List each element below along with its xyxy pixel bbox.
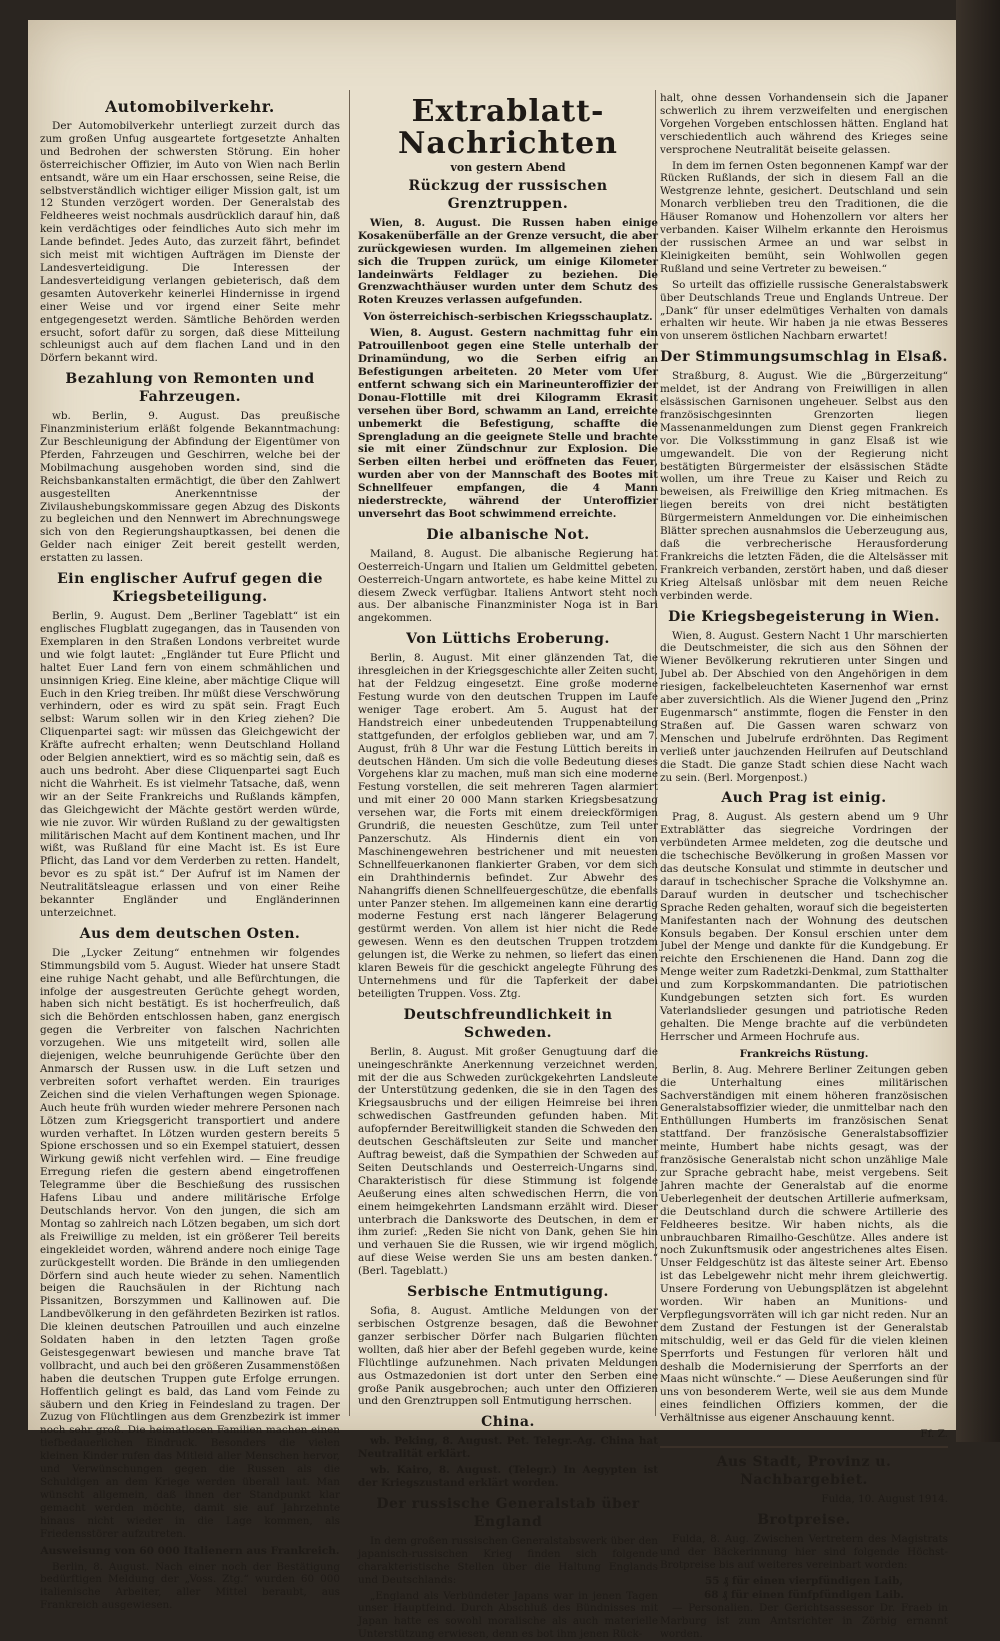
headline-aufruf: Ein englischer Aufruf gegen die Kriegsbeteiligung. (57, 571, 323, 606)
article-generalstab-continued-2: In dem im fernen Osten begonnenen Kampf war der Rücken Rußlands, der sich in diesem Fall an die Westgrenze lehnte, gesichert. Deutschland und sein Monarch verblieben treu den Traditionen, die die Häuser Romanow und Hohenzollern vor alters her verbanden. Kaiser Wilhelm erkannte den Heroismus der russischen Armee an und war selbst in Kleinigkeiten bemüht, sein Wohlwollen gegen Rußland und seine Vertreter zu beweisen.“ (660, 159, 948, 275)
article-frankreich: Berlin, 8. Aug. Mehrere Berliner Zeitungen geben die Unterhaltung eines militärischen Sachverständigen mit einem höheren französischen Generalstabsoffizier wieder, die unmittelbar nach den Enthüllungen Humberts im französischen Senat stattfand. Der französische Generalstabsoffizier meinte, Humbert habe nichts gesagt, was der französische Generalstab nicht schon unzählige Male zur Sprache gebracht habe, meist vergebens. Seit Jahren machte der Generalstab auf die enorme Ueberlegenheit der deutschen Artillerie aufmerksam, die Deutschland durch die schwere Artillerie des Feldheeres besitze. Wir haben nichts, als die unbrauchbaren Rimailho-Geschütze. Alles andere ist noch Zukunftsmusik oder angestrichenes altes Eisen. Unser Feldgeschütz ist das älteste seiner Art. Ebenso ist das Lebelgewehr nicht mehr ihrem gleichwertig. Unsere Forderung von Uebungsplätzen ist abgelehnt worden. Wir haben an Munitions- und Verpflegungsvorräten will ich gar nicht reden. Nur an dem Zustand der Festungen ist der Generalstab mitschuldig, weil er das Geld für die vielen kleinen Sperrforts und Festungen für verloren hält und deshalb die Modernisierung der Sperrforts an der Maas nicht wünschte.“ — Diese Aeußerungen sind für uns von besonderem Werte, weil sie aus dem Munde eines feindlichen Offiziers kommen, der die Verhältnisse aus eigener Anschauung kennt. (660, 1063, 948, 1425)
masthead-title: Extrablatt-Nachrichten (398, 94, 618, 161)
article-automobilverkehr: Der Automobilverkehr unterliegt zurzeit durch das zum großen Unfug ausgeartete fortgesetzte Anhalten und Bedrohen der schwersten Störung. Ein hoher österreichischer Offizier, im Auto von Wien nach Berlin entsandt, wäre um ein Haar erschossen, seine Reise, die selbstverständlich wichtiger eiliger Mission galt, ist um 12 Stunden verzögert worden. Der Generalstab des Feldheeres weist nochmals ausdrücklich darauf hin, daß kein verdächtiges oder feindliches Auto sich mehr im Lande befindet. Jedes Auto, das zurzeit fährt, befindet sich meist mit wichtigen Aufträgen im Dienste der Landesverteidigung. Die Interessen der Landesverteidigung verlangen gebieterisch, daß dem gesamten Autoverkehr keinerlei Hindernisse in irgend einer Weise und vor irgend einer Seite mehr entgegengesetzt werden. Sämtliche Behörden werden ersucht, sofort dafür zu sorgen, daß diese Mitteilung schleunigst auch auf dem flachen Land und in den Dörfern bekannt wird. (40, 120, 340, 365)
article-remonten: wb. Berlin, 9. August. Das preußische Finanzministerium erläßt folgende Bekanntmachung: Zur Beschleunigung der Abfindung der Eigentümer von Pferden, Fahrzeugen und Geschirren, welche bei der Mobilmachung ausgehoben worden sind, sind die Reichsbankanstalten ermächtigt, die über den Zahlwert ausgestellten Anerkenntnisse der Zivilaushebungskommissare gegen Abzug des Diskonts zu begleichen und den Nennwert im Abrechnungswege sich von den Regierungshauptkassen, bei denen die Gelder nach einiger Zeit bereit gestellt werden, erstatten zu lassen. (40, 410, 340, 565)
headline-brotpreise: Brotpreise. (757, 1511, 851, 1528)
article-china: wb. Peking, 8. August. Pet. Telegr.-Ag. China hat Neutralität erklärt. (358, 1435, 658, 1461)
headline-automobilverkehr: Automobilverkehr. (105, 97, 275, 116)
newspaper-page (28, 20, 956, 1641)
binding-edge (956, 0, 1000, 1442)
article-ausweisung: Berlin, 8. August. Nach einer noch der Bestätigung bedürftigen Meldung der „Voss. Ztg.“ wurden 60 000 italienische Arbeiter, aller Mittel beraubt, aus Frankreich ausgewiesen. (40, 1560, 340, 1612)
article-generalstab-quote: „England als Verbündeter Japans war in jenen Tagen unser Hauptfeind. Durch Abschluß des Bündnisses mit Japan hatte es sowohl moralische als auch materielle Unterstützung erwiesen, denn es bot ihm jenen Rück- (358, 1589, 658, 1641)
headline-generalstab: Der russische Generalstab über England (376, 1495, 640, 1530)
article-wien: Wien, 8. August. Gestern Nacht 1 Uhr marschierten die Deutschmeister, die sich aus den Söhnen der Wiener Bevölkerung rekrutieren unter Singen und Jubel ab. Der Abschied von den Angehörigen in dem riesigen, fackelbeleuchteten Kasernenhof war ernst aber zuversichtlich. Als die Wiener Jugend den „Prinz Eugenmarsch“ anstimmte, flogen die Fenster in den Straßen auf. Die Gassen waren schwarz von Menschen und Jubelrufe erdröhnten. Das Regiment verließ unter jauchzenden Heilrufen auf Deutschland die Stadt. Die ganze Stadt schien diese Nacht wach zu sein. (Berl. Morgenpost.) (660, 629, 948, 784)
headline-wien: Die Kriegsbegeisterung in Wien. (668, 608, 940, 625)
article-albanien: Mailand, 8. August. Die albanische Regierung hat Oesterreich-Ungarn und Italien um Geldmittel gebeten. Oesterreich-Ungarn antwortete, es habe keine Mittel zu diesem Zweck verfügbar. Italiens Antwort steht noch aus. Der albanische Finanzminister Noga ist in Bari angekommen. (358, 547, 658, 625)
headline-remonten: Bezahlung von Remonten und Fahrzeugen. (65, 371, 315, 406)
article-serbien: Sofia, 8. August. Amtliche Meldungen von der serbischen Ostgrenze besagen, daß die Bewohner ganzer serbischer Dörfer nach Bulgarien flüchten wollten, daß hier aber der Befehl gegeben wurde, keine Flüchtlinge aufzunehmen. Nach privaten Meldungen aus Ostmazedonien ist dort unter den Serben eine große Panik ausgebrochen; auch unter den Offizieren und den Grenztruppen soll Entmutigung herrschen. (358, 1305, 658, 1408)
article-schweden: Berlin, 8. August. Mit großer Genugtuung darf die uneingeschränkte Anerkennung verzeichnet werden, mit der die aus Schweden zurückgekehrten Landsleute der Unterstützung gedenken, die sie in den Tagen des Kriegsausbruchs und der eiligen Heimreise bei ihren schwedischen Gastfreunden gefunden haben. Mit aufopfernder Bereitwilligkeit standen die Schweden den deutschen Geschäftsleuten zur Seite und mancher Auftrag beweist, daß die Sympathien der Schweden auf Seiten Deutschlands und Oesterreich-Ungarns sind. Charakteristisch für diese Stimmung ist folgende Aeußerung eines alten schwedischen Herrn, die von einem heimgekehrten Landsmann erzählt wird. Dieser unterbrach die Danksworte des Deutschen, in dem er ihm zurief: „Reden Sie nicht von Dank, gehen Sie hin und verhauen Sie die Russen, wie wir irgend möglich, auf diese Weise werden Sie uns am besten danken.“ (Berl. Tageblatt.) (358, 1045, 658, 1278)
headline-china: China. (481, 1414, 535, 1431)
headline-stadt-provinz: Aus Stadt, Provinz u. Nachbargebiet. (716, 1454, 892, 1488)
article-rueckzug: Wien, 8. August. Die Russen haben einige Kosakenüberfälle an der Grenze versucht, die aber zurückgewiesen wurden. Im allgemeinen ziehen sich die Truppen zurück, um einige Kilometer landeinwärts Feldlager zu beziehen. Die Grenzwachthäuser wurden unter dem Schutz des Roten Kreuzes verlassen aufgefunden. (358, 216, 658, 307)
headline-prag: Auch Prag ist einig. (721, 790, 887, 807)
article-prag: Prag, 8. August. Als gestern abend um 9 Uhr Extrablätter das siegreiche Vordringen der verbündeten Armee meldeten, zog die deutsche und die tschechische Bevölkerung in großen Massen vor das deutsche Konsulat und stimmte in deutscher und darauf in tschechischer Sprache die Volkshymne an. Darauf wurden in deutscher und tschechischer Sprache Reden gehalten, worauf sich die begeisterten Manifestanten nach der Wohnung des deutschen Konsuls begaben. Der Konsul erschien unter dem Jubel der Menge und dankte für die Kundgebung. Er reichte den Erschienenen die Hand. Dann zog die Menge weiter zum Radetzki-Denkmal, zum Statthalter und zum Korpskommandanten. Die patriotischen Kundgebungen setzten sich fort. Es wurden Vaterlandslieder gesungen und patriotische Reden gehalten. Die Menge brachte auf die verbündeten Herrscher und Armeen Hochrufe aus. (660, 811, 948, 1043)
column-left (40, 92, 340, 1612)
masthead-subtitle: von gestern Abend (450, 161, 566, 174)
article-generalstab-continued: halt, ohne dessen Vorhandensein sich die Japaner schwerlich zu ihrem verzweifelten und energischen Vorgehen Vorgeben entschlossen hätten. England hat verschiedentlich auch während des Krieges seine versprochene Neutralität beiseite gelassen. (660, 92, 948, 156)
headline-osten: Aus dem deutschen Osten. (79, 925, 301, 942)
article-personalien: — Personalien. Der Gerichtsassessor Dr. Fraeb in Marburg ist zum Amtsrichter in Zörbig ernannt worden. (660, 1602, 948, 1641)
article-kairo: wb. Kairo, 8. August. (Telegr.) In Aegypten ist der Kriegszustand erklärt worden. (358, 1464, 658, 1490)
headline-frankreich: Frankreichs Rüstung. (739, 1047, 869, 1060)
article-frankreich-source: Ff. Z. (920, 1428, 948, 1441)
headline-serbien: Serbische Entmutigung. (407, 1284, 609, 1301)
article-kriegsschauplatz: Wien, 8. August. Gestern nachmittag fuhr ein Patrouillenboot gegen eine Stelle unterhalb der Drinamündung, wo die Serben eifrig an Befestigungen arbeiteten. 20 Meter vom Ufer entfernt schwang sich ein Marineunteroffizier der Donau-Flottille mit drei Kilogramm Ekrasit versehen über Bord, schwamm an Land, erreichte unbemerkt die Befestigung, schaffte die Sprengladung an die geeignete Stelle und brachte sie mit einer Zündschnur zur Explosion. Die Serben eilten herbei und eröffneten das Feuer, wurden aber von der Mannschaft des Bootes mit Schnellfeuer empfangen, die 4 Mann niederstreckte, während der Unteroffizier unversehrt das Boot schwimmend erreichte. (358, 327, 658, 520)
headline-kriegsschauplatz: Von österreichisch-serbischen Kriegsschauplatz. (363, 311, 653, 324)
column-middle (358, 92, 658, 1641)
headline-ausweisung: Ausweisung von 60 000 Italienern aus Frankreich. (40, 1544, 340, 1557)
headline-luettich: Von Lüttichs Eroberung. (406, 631, 610, 648)
headline-elsass: Der Stimmungsumschlag in Elsaß. (660, 349, 948, 366)
article-generalstab-continued-3: So urteilt das offizielle russische Generalstabswerk über Deutschlands Treue und Englands Untreue. Der „Dank“ für unser edelmütiges Verhalten von damals erhalten wir heute. Wir haben ja nie etwas Besseres von unserem östlichen Nachbarn erwartet! (660, 278, 948, 343)
brotpreis-vierpfund: 55 ₰ für einen vierpfündigen Laib, (705, 1574, 903, 1587)
brotpreis-fuenfpfund: 68 ₰ für einen fünfpfündigen Laib. (704, 1588, 904, 1601)
column-divider (349, 90, 350, 1416)
local-dateline: Fulda, 10. August 1914. (821, 1493, 948, 1505)
article-elsass: Straßburg, 8. August. Wie die „Bürgerzeitung“ meldet, ist der Andrang von Freiwilligen in allen elsässischen Garnisonen ungeheuer. Selbst aus den französischgesinnten Grenzorten liegen Massenanmeldungen zum Dienst gegen Frankreich vor. Die Volksstimmung in ganz Elsaß ist wie umgewandelt. Die von der Regierung nicht bestätigten Bürgermeister der elsässischen Städte wollen, um ihre Treue zu Kaiser und Reich zu beweisen, als Freiwillige den Krieg mitmachen. Es liegen bereits von drei nicht bestätigten Bürgermeistern Anmeldungen vor. Die einheimischen Blätter sprechen ausnahmslos die Ueberzeugung aus, daß die verbrecherische Herausforderung Frankreichs die letzten Fäden, die die Altelsässer mit Frankreich verbanden, zerstört haben, und daß dieser Krieg Altelsaß unlösbar mit dem neuen Reiche verbinden werde. (660, 370, 948, 602)
headline-albanien: Die albanische Not. (426, 526, 590, 543)
column-right (660, 92, 948, 1641)
article-generalstab: In dem großen russischen Generalstabswerk über den japanisch-russischen Krieg finden sich folgende charakteristische Stellen über die Haltung Englands und Deutschlands: (358, 1534, 658, 1586)
article-osten: Die „Lycker Zeitung“ entnehmen wir folgendes Stimmungsbild vom 5. August. Wieder hat unsere Stadt eine ruhige Nacht gehabt, und alle Befürchtungen, die infolge der ausgestreuten Gerüchte gehegt worden, haben sich nicht bestätigt. Es ist hocherfreulich, daß sich die Behörden entschlossen haben, ganz energisch gegen die Verbreiter von falschen Nachrichten vorzugehen. Wie uns mitgeteilt wird, sollen alle diejenigen, welche beunruhigende Gerüchte über den Anmarsch der Russen usw. in die Luft setzen und verbreiten sofort verhaftet werden. Ein trauriges Zeichen sind die vielen Verhaftungen wegen Spionage. Auch heute früh wurden wieder mehrere Personen nach Lötzen zum Kriegsgericht transportiert und andere wurden verhaftet. In Lötzen wurden gestern bereits 5 Spione erschossen und so ein Exempel statuiert, dessen Wirkung gewiß nicht verfehlen wird. — Eine freudige Erregung riefen die gestern abend eingetroffenen Telegramme über die Beschießung des russischen Hafens Libau und andere militärische Erfolge Deutschlands hervor. Von den jungen, die sich am Montag so zahlreich nach Lötzen begaben, um sich dort als Freiwillige zu melden, ist ein größerer Teil bereits eingekleidet worden, während andere noch einige Tage zurückgestellt worden. Die Brände in den umliegenden Dörfern sind auch heute wieder zu sehen. Namentlich beigen die Rauchsäulen in der Richtung nach Pissanitzen, Borszymmen und Kallinowen auf. Die Landbevölkerung in den gefährdeten Bezirken ist ratlos. Die kleinen deutschen Patrouillen und auch einzelne Soldaten haben in den letzten Tagen große Geistesgegenwart bewiesen und manche brave Tat vollbracht, und auch bei den größeren Zusammenstößen haben die deutschen Truppen gute Erfolge errungen. Hoffentlich gelingt es bald, das Land vom Feinde zu säubern und den Krieg in Feindesland zu tragen. Der Zuzug von Flüchtlingen aus dem Grenzbezirk ist immer noch sehr groß. Die heimatlosen Familien machen einen tiefbedauerlichen Eindruck. Besonders die vielen kleinen Kinder rufen das Mitleid aller Menschen hervor, und Verwünschungen gegen die Russen als die Schuldigen an dem Kriege werden überall laut. Man wünscht allgemein, daß ihnen der Standpunkt klar gemacht werden möchte, damit sie auf Jahrzehnte hinaus nicht wieder in die Lage kommen, als Friedensstörer aufzutreten. (40, 946, 340, 1540)
article-luettich: Berlin, 8. August. Mit einer glänzenden Tat, die ihresgleichen in der Kriegsgeschichte aller Zeiten sucht, hat der Feldzug eingesetzt. Eine große moderne Festung wurde von den deutschen Truppen im Laufe weniger Tage erobert. Am 5. August hat der Handstreich einer unbedeutenden Truppenabteilung stattgefunden, der erfolglos geblieben war, und am 7. August, früh 8 Uhr war die Festung Lüttich bereits in deutschen Händen. Um sich die volle Bedeutung dieses Vorgehens klar zu machen, muß man sich eine moderne Festung vorstellen, die seit mehreren Tagen alarmiert und mit einer 20 000 Mann starken Kriegsbesatzung versehen war, die Forts mit einem dreieckförmigen Grundriß, die neuesten Geschütze, zum Teil unter Panzerschutz. Als Hindernis dient ein von Maschinengewehren bestrichener und mit neuesten Schnellfeuerkanonen flankierter Graben, vor dem sich ein Drahthindernis befindet. Zur Abwehr des Nahangriffs dienen Schnellfeuergeschütze, die ebenfalls unter Panzer stehen. Im allgemeinen kann eine derartig moderne Festung erst nach längerer Belagerung gestürmt werden. Von allem ist hier nicht die Rede gewesen. Wenn es den deutschen Truppen trotzdem gelungen ist, die Werke zu nehmen, so liefert das einen klaren Beweis für die geschickt angelegte Führung des Unternehmens und für die Tapferkeit der dabei beteiligten Truppen. Voss. Ztg. (358, 652, 658, 1000)
article-brotpreise: Fulda, 8. Aug. Zwischen Vertretern des Magistrats und der Bäckerinnung hier sind folgende Höchst-Brotpreise bis auf weiteres vereinbart worden: (660, 1532, 948, 1571)
article-aufruf: Berlin, 9. August. Dem „Berliner Tageblatt“ ist ein englisches Flugblatt zugegangen, das in Tausenden von Exemplaren in den Straßen Londons verbreitet wurde und wie folgt lautet: „Engländer tut Eure Pflicht und haltet Euer Land fern von einem schmählichen und unsinnigen Krieg. Eine kleine, aber mächtige Clique will Euch in den Krieg treiben. Ihr müßt diese Verschwörung verhindern, oder es wird zu spät sein. Fragt Euch selbst: Warum sollen wir in den Krieg ziehen? Die Cliquenpartei sagt: wir müssen das Gleichgewicht der Kräfte aufrecht erhalten; wenn Deutschland Holland oder Belgien annektiert, wird es so mächtig sein, daß es auch uns bedroht. Aber diese Cliquenpartei sagt Euch nicht die Wahrheit. Es ist vielmehr Tatsache, daß, wenn wir an der Seite Frankreichs und Rußlands kämpfen, das Gleichgewicht der Mächte gestört werden würde, wie nie zuvor. Wir würden Rußland zu der gewaltigsten militärischen Macht auf dem Kontinent machen, und Ihr wißt, was Rußland für eine Macht ist. Es ist Eure Pflicht, das Land vor dem Verderben zu retten. Handelt, bevor es zu spät ist.“ Der Aufruf ist im Namen der Neutralitätsleague erlassen und von einer Reihe bekannter Engländer und Engländerinnen unterzeichnet. (40, 610, 340, 919)
section-divider (660, 1446, 948, 1448)
headline-rueckzug: Rückzug der russischen Grenztruppen. (408, 177, 608, 212)
headline-schweden: Deutschfreundlichkeit in Schweden. (403, 1006, 613, 1041)
